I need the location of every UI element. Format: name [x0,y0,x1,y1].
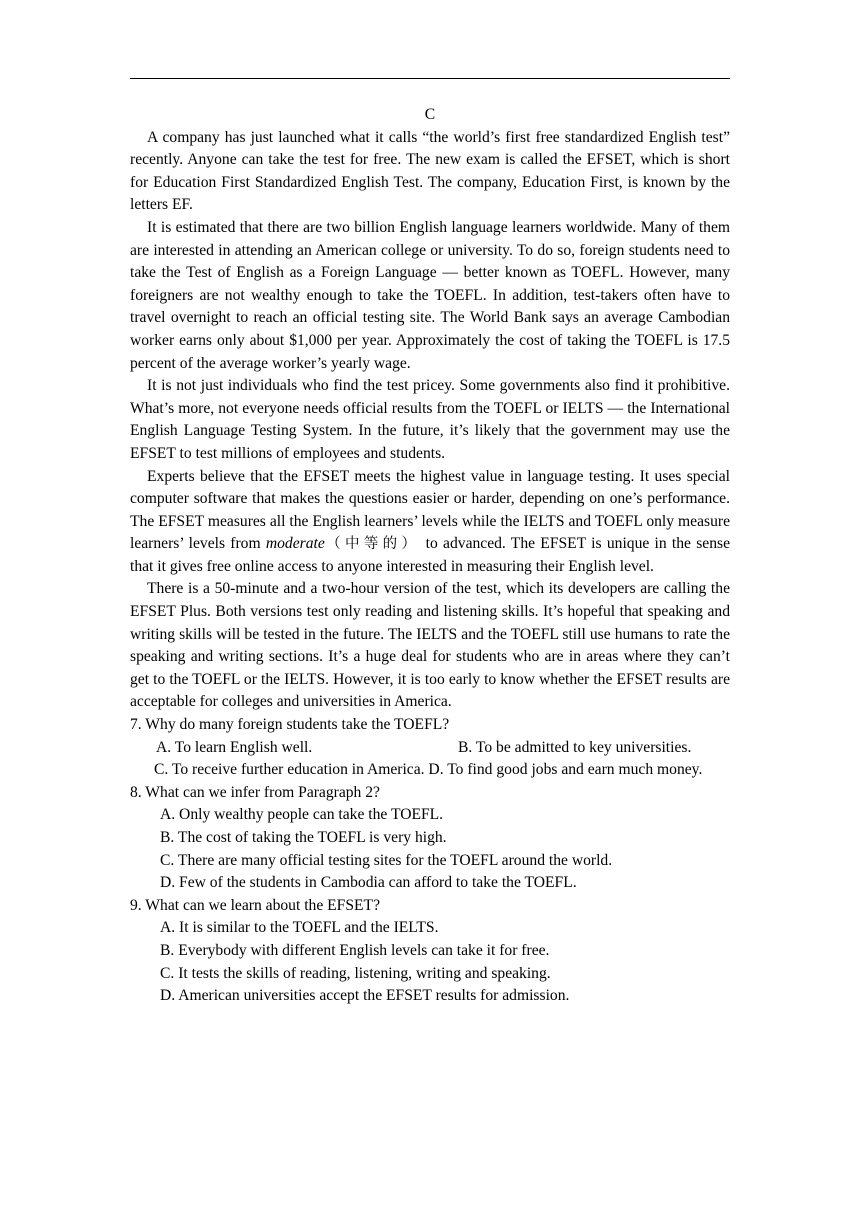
section-letter: C [424,106,436,123]
question-7-options-cd: C. To receive further education in America. D. To find good jobs and earn much money. [154,761,703,779]
question-7-stem: 7. Why do many foreign students take the TOEFL? [130,716,450,734]
question-8-option-a: A. Only wealthy people can take the TOEFL. [160,806,444,824]
paragraph-3: It is not just individuals who find the test pricey. Some governments also find it prohibitive. What’s more, not everyone needs official results from the TOEFL or IELTS — the International English Language Testing System. In the future, it’s likely that the government may use the EFSET to test millions of employees and students. [130,377,730,462]
paragraph-4-gloss: （中等的） [324,536,421,553]
paragraph-4-before: Experts believe that the EFSET meets the highest value in language testing. It uses special computer software that makes the questions easier or harder, depending on one’s performance. The EFSET measures all the English learners’ levels while the IELTS and TOEFL only measure learners’ levels from [130,467,730,553]
paragraph-2: It is estimated that there are two billion English language learners worldwide. Many of them are interested in attending an American college or university. To do so, foreign students need to take the Test of English as a Foreign Language — better known as TOEFL. However, many foreigners are not wealthy enough to take the TOEFL. In addition, test-takers often have to travel overnight to reach an official testing site. The World Bank says an average Cambodian worker earns only about $1,000 per year. Approximately the cost of taking the TOEFL is 17.5 percent of the average worker’s yearly wage. [130,218,730,372]
question-9-option-a: A. It is similar to the TOEFL and the IELTS. [160,919,439,937]
question-7-option-b: B. To be admitted to key universities. [458,738,692,756]
question-9-option-c: C. It tests the skills of reading, listening, writing and speaking. [160,964,551,982]
question-9-option-d: D. American universities accept the EFSET results for admission. [160,987,570,1005]
question-7-options-ab [130,737,730,760]
question-9-option-b: B. Everybody with different English levels can take it for free. [160,941,550,959]
paragraph-5: There is a 50-minute and a two-hour version of the test, which its developers are calling the EFSET Plus. Both versions test only reading and listening skills. It’s hopeful that speaking and writing skills will be tested in the future. The IELTS and the TOEFL still use humans to rate the speaking and writing sections. It’s a huge deal for students who are in areas where they can’t get to the TOEFL or the IELTS. However, it is too early to know whether the EFSET results are acceptable for colleges and universities in America. [130,580,730,711]
paragraph-1: A company has just launched what it calls “the world’s first free standardized English test” recently. Anyone can take the test for free. The new exam is called the EFSET, which is short for Education First Standardized English Test. The company, Education First, is known by the letters EF. [130,128,730,214]
paragraph-4-term: moderate [265,535,325,553]
question-8-option-d: D. Few of the students in Cambodia can afford to take the TOEFL. [160,874,577,892]
document-body [130,104,730,1008]
question-8-stem: 8. What can we infer from Paragraph 2? [130,783,380,801]
question-9-stem: 9. What can we learn about the EFSET? [130,896,380,914]
paragraph-4-after: to advanced. The EFSET is unique in the sense that it gives free online access to anyone interested in measuring their English level. [130,535,731,575]
question-8-option-b: B. The cost of taking the TOEFL is very high. [160,829,447,846]
paragraph-4 [130,466,730,579]
question-7-option-a: A. To learn English well. [156,738,313,756]
header-rule [130,78,730,79]
question-8-option-c: C. There are many official testing sites for the TOEFL around the world. [160,851,613,869]
